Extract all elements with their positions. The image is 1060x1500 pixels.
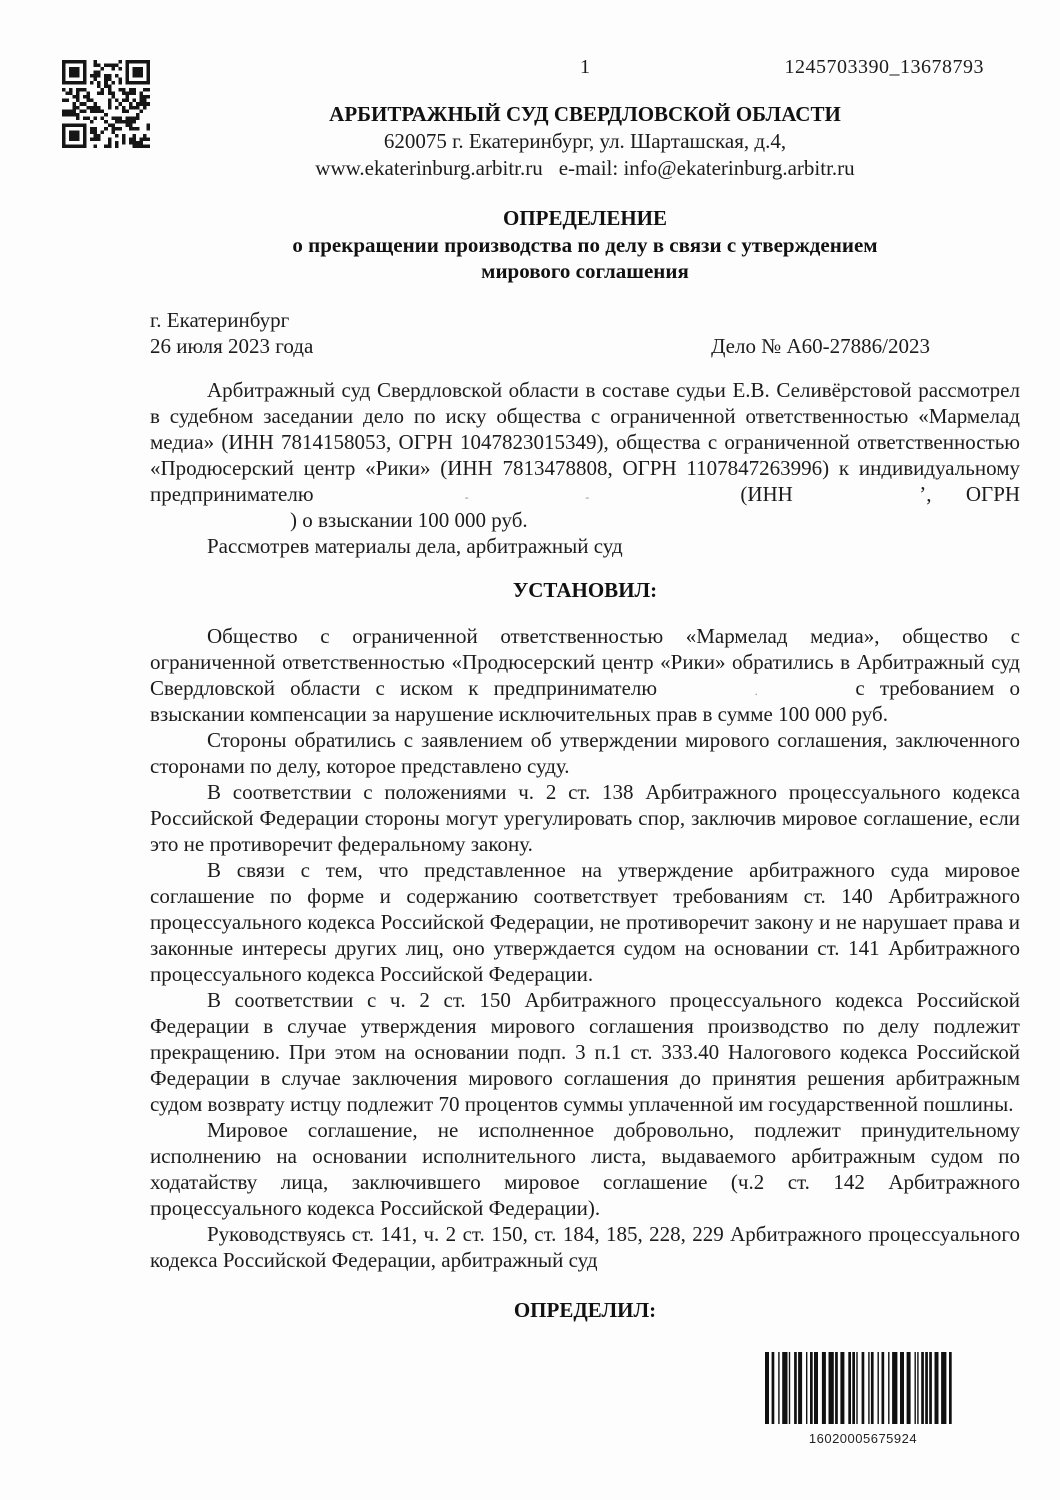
heading-opredelil: ОПРЕДЕЛИЛ: — [513, 1297, 657, 1322]
document-subtitle-line1: о прекращении производства по делу в связи с утверждением — [292, 232, 878, 257]
document-title: ОПРЕДЕЛЕНИЕ — [502, 206, 667, 230]
document-title-block — [150, 205, 1020, 285]
paragraph-claimants — [150, 623, 1020, 727]
barcode-bars — [765, 1352, 961, 1424]
paragraph-article-150-tax: В соответствии с ч. 2 ст. 150 Арбитражного процессуального кодекса Российской Федерации в случае утверждения мирового соглашения производство по делу подлежит прекращению. При этом на основании подп. 3 п.1 ст. 333.40 Налогового кодекса Российской Федерации в случае заключения мирового соглашения до принятия решения арбитражным судом возврату истцу подлежит 70 процентов суммы уплаченной им государственной пошлины. — [150, 987, 1020, 1116]
barcode — [765, 1352, 961, 1446]
court-website: www.ekaterinburg.arbitr.ru — [315, 156, 543, 180]
claimants-text: Общество с ограниченной ответственностью «Мармелад медиа», общество с ограниченной ответственностью «Продюсерский центр «Рики» обратились в Арбитражный суд Свердловской области с иском к предпринимателю — [150, 623, 1020, 700]
page-number: 1 — [580, 56, 590, 78]
inn-label: (ИНН — [740, 481, 793, 506]
paragraph-guided-by: Руководствуясь ст. 141, ч. 2 ст. 150, ст. 184, 185, 228, 229 Арбитражного процессуального кодекса Российской Федерации, арбитражный суд — [150, 1221, 1020, 1272]
court-contacts — [150, 155, 1020, 182]
claim-demand-text: с требованием о взыскании компенсации за нарушение исключительных прав в сумме 100 000 руб. — [150, 675, 1021, 726]
heading-ustanovil: УСТАНОВИЛ: — [512, 577, 658, 602]
redaction-artifact: - — [464, 489, 469, 504]
intro-text: Арбитражный суд Свердловской области в составе судьи Е.В. Селивёрстовой рассмотрел в судебном заседании дело по иску общества с ограниченной ответственностью «Мармелад медиа» (ИНН 7814158053, ОГРН 1047823015349), общества с ограниченной ответственностью «Продюсерский центр «Рики» (ИНН 7813478808, ОГРН 1107847263996) к индивидуальному предпринимателю — [150, 377, 1020, 506]
redaction-artifact: - — [585, 489, 590, 504]
case-info-block — [150, 307, 1020, 359]
case-date-row — [150, 333, 1020, 359]
court-email: e-mail: info@ekaterinburg.arbitr.ru — [558, 156, 855, 180]
case-city: г. Екатеринбург — [150, 307, 290, 332]
court-letterhead — [150, 100, 1020, 182]
document-subtitle-line2: мирового соглашения — [481, 259, 689, 283]
case-date: 26 июля 2023 года — [150, 333, 314, 358]
paragraph-reviewed: Рассмотрев материалы дела, арбитражный суд — [207, 533, 623, 558]
paragraph-article-138: В соответствии с положениями ч. 2 ст. 138 Арбитражного процессуального кодекса Российской Федерации стороны могут урегулировать спор, заключив мировое соглашение, если это не противоречит федеральному закону. — [150, 779, 1020, 856]
paragraph-settlement-request: Стороны обратились с заявлением об утверждении мирового соглашения, заключенного сторонами по делу, которое представлено суду. — [150, 727, 1020, 778]
redaction-artifact: ’, — [919, 481, 932, 506]
paragraph-case-intro — [150, 377, 1020, 533]
redaction-artifact: . — [754, 683, 758, 698]
redacted-ogrn — [150, 513, 290, 527]
case-number: Дело № А60-27886/2023 — [711, 333, 930, 358]
paragraph-article-142: Мировое соглашение, не исполненное добровольно, подлежит принудительному исполнению на основании исполнительного листа, выдаваемого арбитражным судом по ходатайству лица, заключившего мировое соглашение (ч.2 ст. 142 Арбитражного процессуального кодекса Российской Федерации). — [150, 1117, 1020, 1220]
document-id: 1245703390_13678793 — [784, 56, 984, 78]
claim-amount-text: ) о взыскании 100 000 руб. — [290, 507, 528, 532]
court-name: АРБИТРАЖНЫЙ СУД СВЕРДЛОВСКОЙ ОБЛАСТИ — [329, 102, 841, 126]
paragraph-article-140-141: В связи с тем, что представленное на утверждение арбитражного суда мировое соглашение по форме и содержанию соответствует требованиям ст. 140 Арбитражного процессуального кодекса Российской Федерации, не противоречит закону и не нарушает права и законные интересы других лиц, оно утверждается судом на основании ст. 141 Арбитражного процессуального кодекса Российской Федерации. — [150, 857, 1020, 986]
barcode-number: 16020005675924 — [808, 1431, 918, 1446]
document-body — [150, 377, 1020, 1323]
redacted-entrepreneur-name — [672, 682, 840, 696]
ogrn-label: ОГРН — [965, 481, 1021, 506]
redacted-inn — [827, 487, 919, 501]
court-address: 620075 г. Екатеринбург, ул. Шарташская, д.4, — [383, 129, 787, 153]
redacted-entrepreneur-name — [348, 488, 706, 502]
